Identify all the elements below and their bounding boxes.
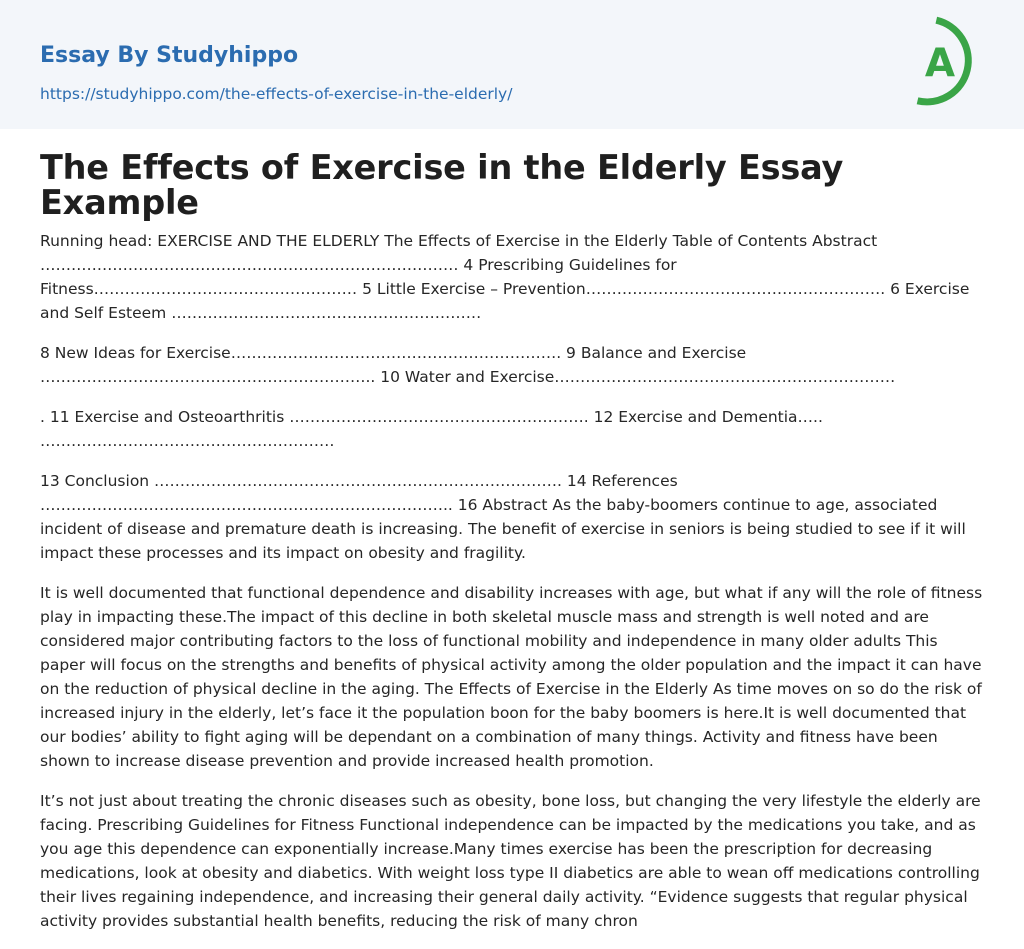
paragraph: 8 New Ideas for Exercise………………………………………………………. 9 Balance and Exercise ……………………………………………………….. 10 Water and Exercise………………………………………………………… bbox=[40, 344, 896, 386]
brand-title: Essay By Studyhippo bbox=[40, 43, 299, 68]
article-title: The Effects of Exercise in the Elderly Essay Example bbox=[40, 148, 844, 222]
paragraph: It is well documented that functional dependence and disability increases with age, but what if any will the role of fitness play in impacting these.The impact of this decline in both skeletal muscle mass and strength is well noted and are considered major contributing factors to the loss of functional mobility and independence in many older adults This paper will focus on the strengths and benefits of physical activity among the older population and the impact it can have on the reduction of physical decline in the aging. The Effects of Exercise in the Elderly As time moves on so do the risk of increased injury in the elderly, let’s face it the population boon for the baby boomers is here.It is well documented that our bodies’ ability to fight aging will be dependant on a combination of many things. Activity and fitness have been shown to increase disease prevention and provide increased health promotion. bbox=[40, 584, 983, 770]
paragraph: . 11 Exercise and Osteoarthritis …………………………………………………. 12 Exercise and Dementia….. ………………………………………………… bbox=[40, 408, 823, 450]
paragraph: 13 Conclusion ……………………………………………………………………. 14 References …………………………………………………………………….. 16 Abstract As the baby-boomers continue to age, associated incident of disease and premature death is increasing. The benefit of exercise in seniors is being studied to see if it will impact these processes and its impact on obesity and fragility. bbox=[40, 472, 966, 562]
source-url-link[interactable]: https://studyhippo.com/the-effects-of-exercise-in-the-elderly/ bbox=[40, 85, 513, 103]
logo-letter: A bbox=[924, 41, 956, 86]
logo-icon bbox=[906, 16, 990, 108]
paragraph: Running head: EXERCISE AND THE ELDERLY The Effects of Exercise in the Elderly Table of Contents Abstract ……………………………………………………………………… 4 Prescribing Guidelines for Fitness…………………………………………… 5 Little Exercise – Prevention…………………………………………………. 6 Exercise and Self Esteem …………………………………………………… bbox=[40, 232, 970, 322]
article-body bbox=[40, 229, 984, 949]
paragraph: It’s not just about treating the chronic diseases such as obesity, bone loss, but changing the very lifestyle the elderly are facing. Prescribing Guidelines for Fitness Functional independence can be impacted by the medications you take, and as you age this dependence can exponentially increase.Many times exercise has been the prescription for decreasing medications, look at obesity and diabetics. With weight loss type II diabetics are able to wean off medications controlling their lives regaining independence, and increasing their general daily activity. “Evidence suggests that regular physical activity provides substantial health benefits, reducing the risk of many chron bbox=[40, 792, 981, 930]
site-header bbox=[0, 0, 1024, 129]
